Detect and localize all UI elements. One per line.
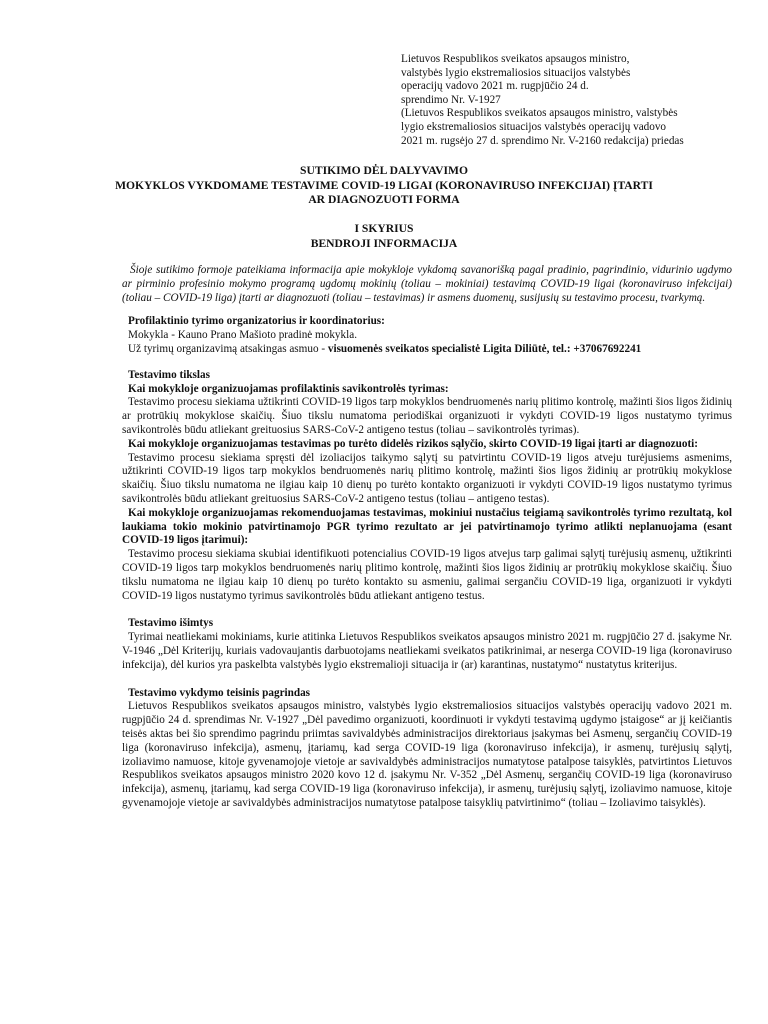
organizer-heading: Profilaktinio tyrimo organizatorius ir koordinatorius: [128,315,385,328]
header-line: sprendimo Nr. V-1927 [401,93,501,106]
exceptions-heading: Testavimo išimtys [128,617,214,630]
header-line: valstybės lygio ekstremaliosios situacijos valstybės [401,66,631,79]
header-line: lygio ekstremaliosios situacijos valstybės operacijų vadovo [401,120,667,133]
purpose-heading: Testavimo tikslas [128,368,210,381]
legal-text: Lietuvos Respublikos sveikatos apsaugos ministro, valstybės lygio ekstremaliosios situacijos valstybės operacijų vadovo 2021 m. rugpjūčio 24 d. sprendimas Nr. V-1927 „Dėl pavedimo organizuoti, koordinuoti ir vykdyti testavimą ugdymo įstaigose“ ar jį keičiantis teisės aktas bei šio sprendimo pagrindu priimtas savivaldybės administracijos direktoriaus įsakymas bei Asmenų, sergančių COVID-19 liga (koronaviruso infekcija), asmenų, įtariamų, kad serga COVID-19 liga (koronaviruso infekcija), ir asmenų, turėjusių sąlytį, izoliavimo namuose, kitoje gyvenamojoje vietoje ar savivaldybės administracijos numatytose patalpose taisyklės, patvirtintos Lietuvos Respublikos sveikatos apsaugos ministro 2020 kovo 12 d. įsakymu Nr. V-352 „Dėl Asmenų, sergančių COVID-19 liga (koronaviruso infekcija), asmenų, įtariamų, kad serga COVID-19 liga (koronaviruso infekcija), ir asmenų, turėjusių sąlytį, izoliavimo namuose, kitoje gyvenamojoje vietoje ar savivaldybės administracijos numatytose patalpose taisyklių patvirtinimo“ (toliau – Izoliavimo taisyklės). [122,700,732,809]
case3-text: Testavimo procesu siekiama skubiai identifikuoti potencialius COVID-19 ligos atvejus tarp galimai sąlytį turėjusių asmenų, užtikrinti COVID-19 ligos tarp mokyklos bendruomenės narių plitimo kontrolę, mažinti šios ligos židinių ar protrūkių mokyklose skaičių. Šiuo tikslu numatoma ne ilgiau kaip 10 dienų po turėto kontakto su asmeniu, galimai sergančiu COVID-19 liga, organizuoti ir vykdyti COVID-19 ligos nustatymo tyrimus savikontrolės būdu atliekant antigeno testus. [122,548,732,602]
case2-text: Testavimo procesu siekiama spręsti dėl izoliacijos taikymo sąlytį su patvirtintu COVID-19 ligos atveju turėjusiems asmenims, užtikrinti COVID-19 ligos tarp mokyklos bendruomenės narių plitimo kontrolę, mažinti šios ligos židinių ar protrūkių mokyklose skaičių. Šiuo tikslu numatoma ne ilgiau kaip 10 dienų po turėto kontakto organizuoti ir vykdyti COVID-19 ligos nustatymo tyrimus savikontrolės būdu atliekant greituosius SARS-CoV-2 antigeno testus (toliau – antigeno testas). [122,451,732,505]
legal-heading: Testavimo vykdymo teisinis pagrindas [128,686,311,699]
title-line-2: MOKYKLOS VYKDOMAME TESTAVIME COVID-19 LIGAI (KORONAVIRUSO INFEKCIJAI) ĮTARTI [115,178,653,192]
document-body [122,264,732,811]
header-line: 2021 m. rugsėjo 27 d. sprendimo Nr. V-2160 redakcija) priedas [401,134,684,147]
case3-heading: Kai mokykloje organizuojamas rekomenduojamas testavimas, mokiniui nustačius teigiamą savikontrolės tyrimo rezultatą, kol laukiama tokio mokinio patvirtinamojo PGR tyrimo rezultato ar jei patvirtinamojo tyrimo atlikti neplanuojama (esant COVID-19 ligos įtarimui): [122,506,732,547]
responsible-line [128,343,732,357]
header-line: (Lietuvos Respublikos sveikatos apsaugos ministro, valstybės [401,107,678,120]
organizer-block [128,315,732,356]
header-line: operacijų vadovo 2021 m. rugpjūčio 24 d. [401,80,589,93]
section-title [100,222,668,251]
responsible-prefix: Už tyrimų organizavimą atsakingas asmuo - [128,342,328,355]
form-title [100,164,668,208]
case1-text: Testavimo procesu siekiama užtikrinti COVID-19 ligos tarp mokyklos bendruomenės narių plitimo kontrolę, mažinti šios ligos židinių ar protrūkių mokyklose skaičių. Šiuo tikslu numatoma periodiškai organizuoti ir vykdyti COVID-19 ligos nustatymo tyrimus savikontrolės būdu atliekant greituosius SARS-CoV-2 antigeno testus (toliau – savikontrolės tyrimas). [122,396,732,436]
responsible-person: visuomenės sveikatos specialistė Ligita Diliūtė, tel.: +37067692241 [327,342,642,355]
section-number: I SKYRIUS [354,222,414,235]
section-name: BENDROJI INFORMACIJA [310,236,458,250]
school-line: Mokykla - Kauno Prano Mašioto pradinė mokykla. [128,329,357,342]
intro-paragraph: Šioje sutikimo formoje pateikiama informacija apie mokykloje vykdomą savanorišką pagal pradinio, pagrindinio, vidurinio ugdymo ar pirminio profesinio mokymo programą ugdomų mokinių (toliau – mokiniai) testavimą COVID-19 ligai (koronaviruso infekcijai) (toliau – COVID-19 liga) įtarti ar diagnozuoti (toliau – testavimas) ir asmens duomenų, susijusių su testavimo procesu, tvarkymą. [122,264,732,304]
title-line-1: SUTIKIMO DĖL DALYVAVIMO [300,164,468,177]
header-line: Lietuvos Respublikos sveikatos apsaugos ministro, [401,53,630,65]
case2-heading: Kai mokykloje organizuojamas testavimas po turėto didelės rizikos sąlyčio, skirto COVID-19 ligai įtarti ar diagnozuoti: [128,437,699,450]
annex-header [401,53,741,148]
case1-heading: Kai mokykloje organizuojamas profilaktinis savikontrolės tyrimas: [128,382,449,395]
title-line-3: AR DIAGNOZUOTI FORMA [308,193,460,206]
exceptions-text: Tyrimai neatliekami mokiniams, kurie atitinka Lietuvos Respublikos sveikatos apsaugos ministro 2021 m. rugpjūčio 27 d. įsakyme Nr. V-1946 „Dėl Kriterijų, kuriais vadovaujantis darbuotojams neatliekami sveikatos patikrinimai, ar neserga COVID-19 liga (koronaviruso infekcija), dėl kurios yra paskelbta valstybės lygio ekstremalioji situacija ir (ar) karantinas, nustatymo“ nustatytus kriterijus. [122,631,732,671]
